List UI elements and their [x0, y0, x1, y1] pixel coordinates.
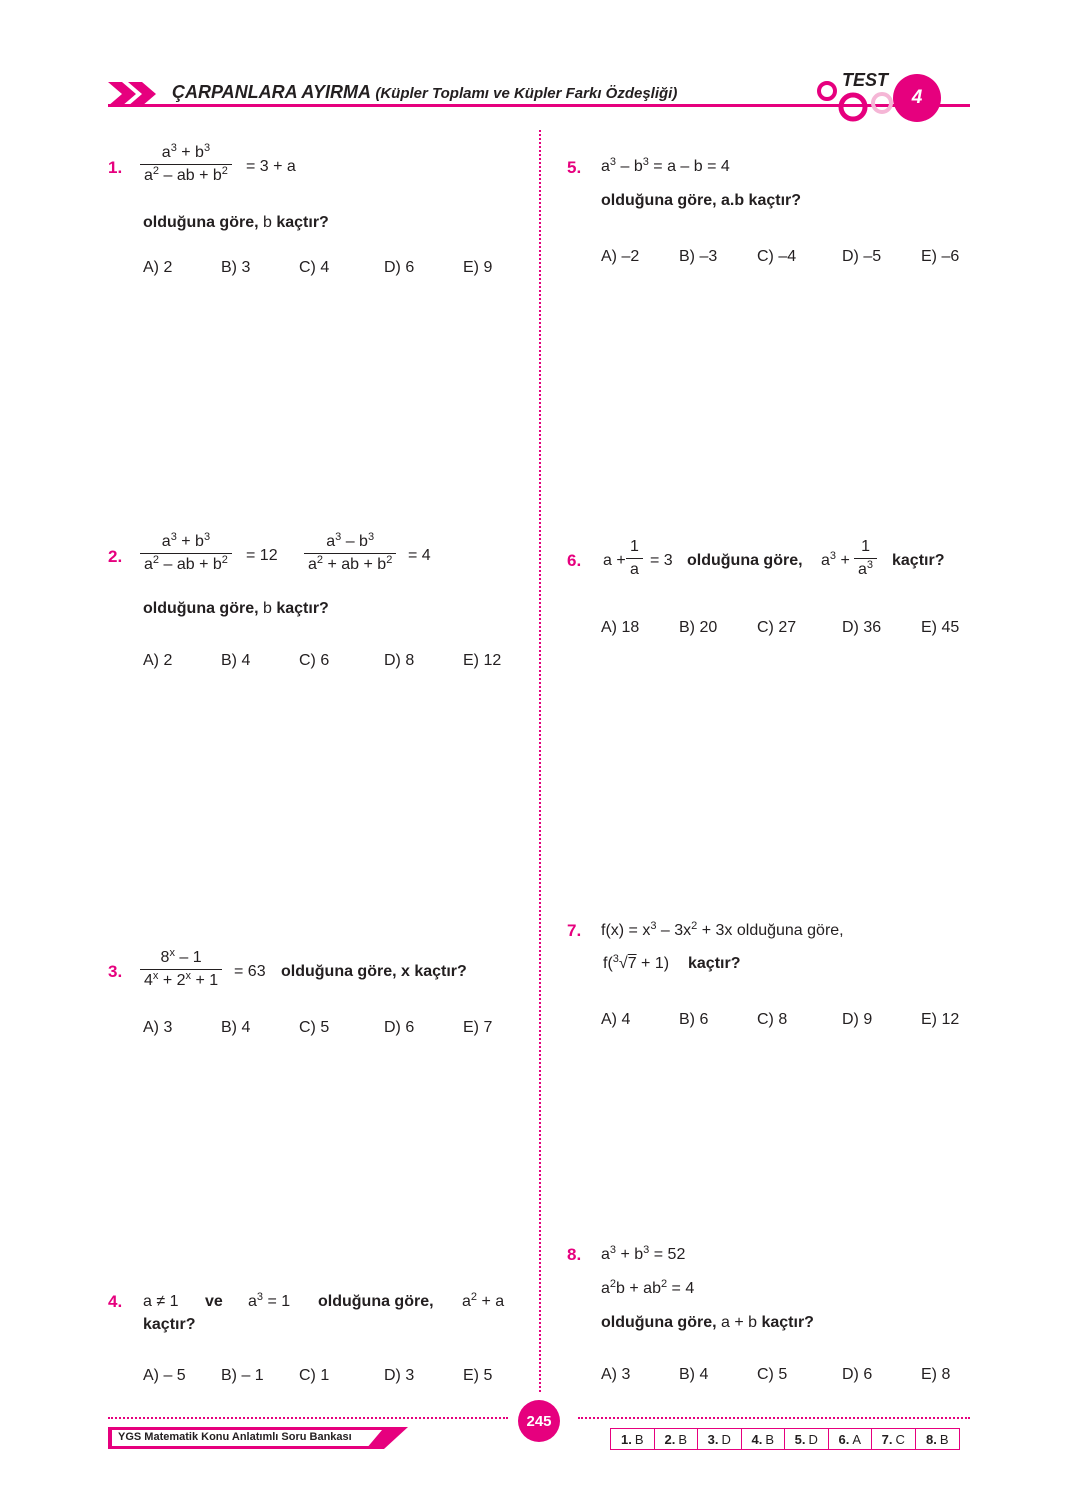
- choice-a[interactable]: A) –2: [601, 248, 640, 265]
- question-8-prompt: [601, 1314, 814, 1332]
- answer-number: 6.: [838, 1431, 850, 1447]
- question-4-expression: $a^2 + a$: [462, 1291, 505, 1310]
- prompt-end: kaçtır?: [276, 214, 329, 231]
- choice-c[interactable]: C) 6: [299, 652, 330, 669]
- answer-number: 2.: [664, 1431, 676, 1447]
- question-7-end: kaçtır?: [688, 955, 741, 972]
- choice-b[interactable]: B) 4: [221, 652, 251, 669]
- question-4-condition-1: a ≠ 1: [143, 1293, 179, 1310]
- equation-tail: = 52: [653, 1246, 686, 1263]
- question-2-fraction-2: $\frac{a^3 - b^3}{a^2 + ab + b^2}$: [304, 533, 396, 574]
- prompt-text: olduğuna göre,: [143, 214, 259, 231]
- choice-d[interactable]: D) 6: [842, 1366, 873, 1383]
- answer-letter: B: [765, 1431, 774, 1447]
- question-7-function: $f(x) = x^3 - 3x^2 + 3x$ olduğuna göre,: [601, 920, 844, 939]
- footer-rule-right: [578, 1417, 970, 1419]
- answer-letter: B: [634, 1431, 644, 1447]
- question-6-lhs: a +: [603, 552, 626, 569]
- question-4-number: 4.: [108, 1292, 123, 1311]
- question-7-number: 7.: [567, 921, 582, 940]
- question-5-prompt: olduğuna göre, a.b kaçtır?: [601, 192, 802, 209]
- choice-e[interactable]: E) 12: [921, 1011, 960, 1028]
- footer-rule-left: [108, 1417, 508, 1419]
- question-3-prompt: olduğuna göre, x kaçtır?: [281, 963, 467, 980]
- choice-b[interactable]: B) 3: [221, 259, 251, 276]
- answer-number: 1.: [620, 1431, 632, 1447]
- answer-key-item: [829, 1429, 873, 1449]
- choice-c[interactable]: C) 27: [757, 619, 797, 636]
- choice-d[interactable]: D) 6: [384, 259, 415, 276]
- question-6-prompt: olduğuna göre,: [687, 552, 803, 569]
- answer-key-item: [611, 1429, 655, 1449]
- question-4-and: ve: [205, 1293, 223, 1310]
- question-6-number: 6.: [567, 551, 582, 570]
- answer-key-item: [698, 1429, 742, 1449]
- test-number-badge: 4: [893, 74, 941, 122]
- choice-c[interactable]: C) 4: [299, 259, 330, 276]
- answer-letter: B: [678, 1431, 687, 1447]
- answer-number: 5.: [794, 1431, 806, 1447]
- choice-e[interactable]: E) 5: [463, 1367, 493, 1384]
- choice-c[interactable]: C) 8: [757, 1011, 788, 1028]
- question-8-equation-2: $a^2b + ab^2 = 4$: [601, 1278, 695, 1297]
- question-6-equals: = 3: [650, 552, 673, 569]
- choice-c[interactable]: C) 1: [299, 1367, 330, 1384]
- question-1-fraction: $\frac{a^3 + b^3}{a^2 - ab + b^2}$: [140, 144, 232, 185]
- choice-c[interactable]: C) –4: [757, 248, 797, 265]
- answer-number: 4.: [751, 1431, 763, 1447]
- choice-a[interactable]: A) 2: [143, 652, 173, 669]
- column-divider: [539, 130, 541, 1392]
- answer-key-item: [655, 1429, 699, 1449]
- answer-key: [610, 1428, 960, 1450]
- equation-tail: = a – b = 4: [653, 158, 730, 175]
- question-6-end: kaçtır?: [892, 552, 945, 569]
- choice-b[interactable]: B) 4: [221, 1019, 251, 1036]
- choice-d[interactable]: D) 6: [384, 1019, 415, 1036]
- title-main: ÇARPANLARA AYIRMA: [172, 82, 371, 102]
- book-title: YGS Matematik Konu Anlatımlı Soru Bankası: [118, 1431, 352, 1443]
- answer-key-item: [916, 1429, 960, 1449]
- question-5-number: 5.: [567, 158, 582, 177]
- prompt-end: kaçtır?: [276, 600, 329, 617]
- question-3-fraction: $\frac{8^x - 1}{4^x + 2^x + 1}$: [140, 949, 222, 990]
- title-subtitle: (Küpler Toplamı ve Küpler Farkı Özdeşliği): [375, 85, 678, 102]
- question-1-equals: = 3 + a: [246, 158, 296, 175]
- choice-c[interactable]: C) 5: [299, 1019, 330, 1036]
- answer-letter: A: [852, 1431, 861, 1447]
- answer-key-item: [872, 1429, 916, 1449]
- choice-a[interactable]: A) 3: [143, 1019, 173, 1036]
- question-7-argument: f($^3$√7 + 1): [603, 953, 670, 972]
- answer-letter: C: [895, 1431, 905, 1447]
- choice-a[interactable]: A) 3: [601, 1366, 631, 1383]
- choice-b[interactable]: B) 4: [679, 1366, 709, 1383]
- answer-number: 7.: [881, 1431, 893, 1447]
- answer-number: 8.: [925, 1431, 937, 1447]
- question-1-number: 1.: [108, 158, 123, 177]
- choice-e[interactable]: E) 45: [921, 619, 960, 636]
- choice-d[interactable]: D) –5: [842, 248, 882, 265]
- answer-letter: D: [721, 1431, 731, 1447]
- answer-letter: D: [808, 1431, 818, 1447]
- question-2-equals-1: = 12: [246, 547, 278, 564]
- condition-value: = 1: [267, 1293, 291, 1310]
- prompt-var: b: [263, 214, 272, 231]
- choice-e[interactable]: E) 12: [463, 652, 502, 669]
- choice-a[interactable]: A) 18: [601, 619, 640, 636]
- question-5-equation: $a^3 - b^3 = a - b = 4$: [601, 156, 730, 175]
- choice-e[interactable]: E) 7: [463, 1019, 493, 1036]
- prompt-var: b: [263, 600, 272, 617]
- equation-tail: = 4: [671, 1280, 695, 1297]
- question-6-fraction-2: $\frac{1}{a^3}$: [854, 538, 877, 579]
- question-4-condition-2: $a^3 = 1$: [248, 1291, 291, 1310]
- test-label: TEST: [842, 70, 889, 90]
- choice-d[interactable]: D) 9: [842, 1011, 873, 1028]
- page-number: 245: [518, 1400, 560, 1442]
- choice-b[interactable]: B) – 1: [221, 1367, 264, 1384]
- choice-b[interactable]: B) 20: [679, 619, 718, 636]
- question-8-equation-1: $a^3 + b^3 = 52$: [601, 1244, 686, 1263]
- choice-a[interactable]: A) 4: [601, 1011, 631, 1028]
- choice-b[interactable]: B) 6: [679, 1011, 709, 1028]
- choice-b[interactable]: B) –3: [679, 248, 718, 265]
- page-title: [172, 82, 677, 103]
- question-8-number: 8.: [567, 1245, 582, 1264]
- choice-c[interactable]: C) 5: [757, 1366, 788, 1383]
- choice-e[interactable]: E) 9: [463, 259, 493, 276]
- choice-a[interactable]: A) – 5: [143, 1367, 186, 1384]
- answer-key-item: [742, 1429, 786, 1449]
- question-1-prompt: [143, 214, 329, 232]
- answer-letter: B: [939, 1431, 949, 1447]
- choice-d[interactable]: D) 8: [384, 652, 415, 669]
- prompt-text: olduğuna göre,: [601, 1314, 717, 1331]
- answer-key-item: [785, 1429, 829, 1449]
- question-4-prompt: olduğuna göre,: [318, 1293, 434, 1310]
- answer-number: 3.: [707, 1431, 719, 1447]
- question-3-equals: = 63: [234, 963, 266, 980]
- question-6-expression: $a^3$ +: [821, 550, 850, 569]
- prompt-end: kaçtır?: [761, 1314, 814, 1331]
- question-2-equals-2: = 4: [408, 547, 431, 564]
- choice-e[interactable]: E) –6: [921, 248, 960, 265]
- choice-e[interactable]: E) 8: [921, 1366, 951, 1383]
- question-2-fraction-1: $\frac{a^3 + b^3}{a^2 - ab + b^2}$: [140, 533, 232, 574]
- choice-a[interactable]: A) 2: [143, 259, 173, 276]
- question-2-number: 2.: [108, 547, 123, 566]
- prompt-var: a + b: [721, 1314, 758, 1331]
- choice-d[interactable]: D) 36: [842, 619, 882, 636]
- question-4-end: kaçtır?: [143, 1316, 196, 1333]
- prompt-text: olduğuna göre,: [143, 600, 259, 617]
- prompt-end: olduğuna göre,: [736, 922, 844, 939]
- choice-d[interactable]: D) 3: [384, 1367, 415, 1384]
- question-6-fraction-1: $\frac{1}{a}$: [626, 538, 643, 579]
- question-2-prompt: [143, 600, 329, 618]
- question-3-number: 3.: [108, 962, 123, 981]
